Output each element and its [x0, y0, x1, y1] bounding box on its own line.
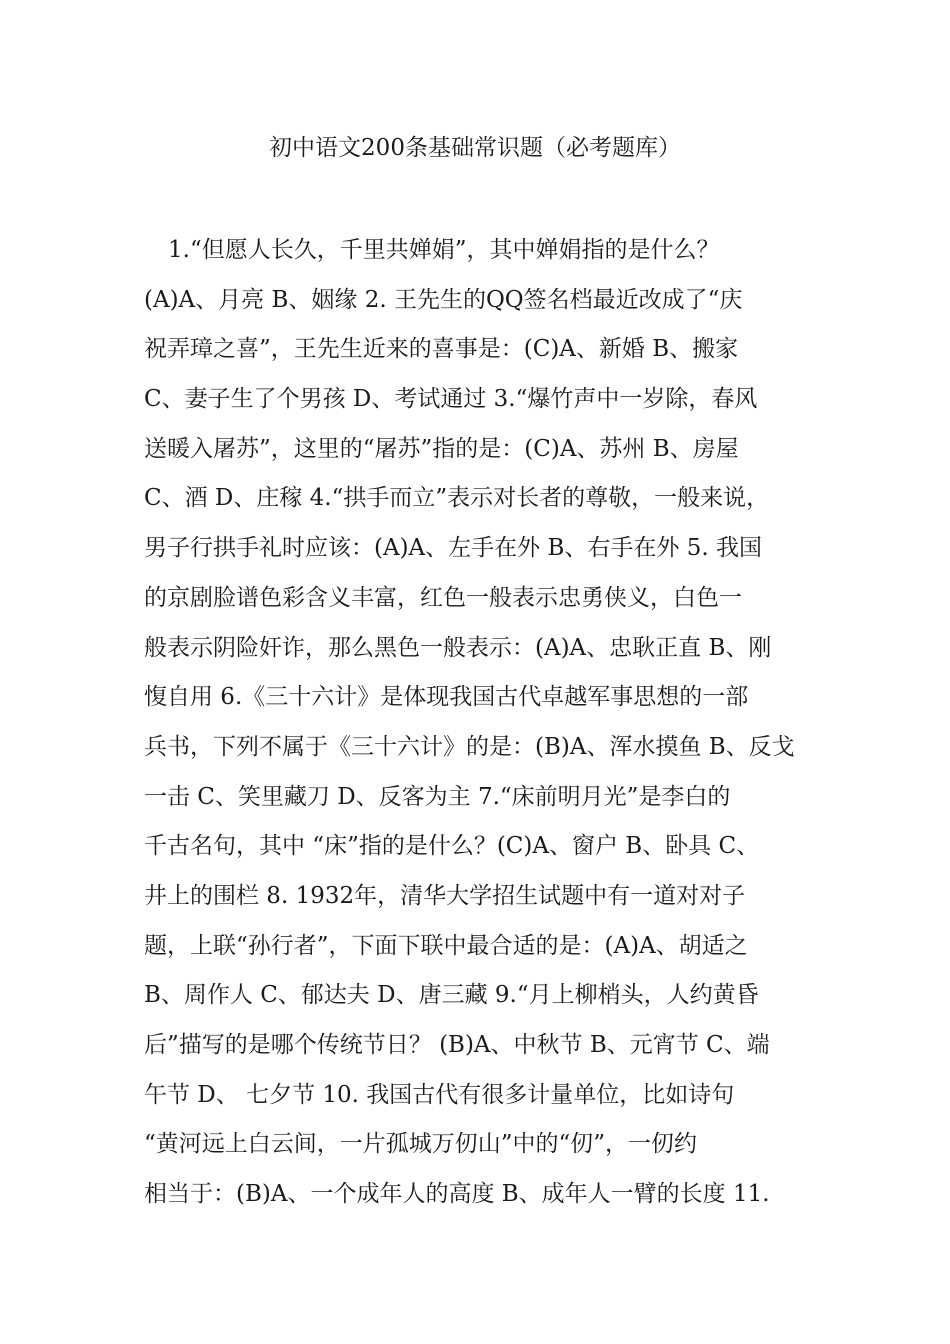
text-line: 井上的围栏 8. 1932年，清华大学招生试题中有一道对对子	[144, 882, 746, 909]
text-line: 祝弄璋之喜”，王先生近来的喜事是：(C)A、新婚 B、搬家	[144, 336, 739, 363]
text-line: (A)A、月亮 B、姻缘 2. 王先生的QQ签名档最近改成了“庆	[144, 286, 743, 313]
text-line: 兵书，下列不属于《三十六计》的是：(B)A、浑水摸鱼 B、反戈	[144, 733, 795, 760]
text-line: B、周作人 C、郁达夫 D、唐三藏 9.“月上柳梢头，人约黄昏	[144, 982, 759, 1009]
text-line: 般表示阴险奸诈，那么黑色一般表示：(A)A、忠耿正直 B、刚	[144, 634, 772, 661]
text-line: 男子行拱手礼时应该：(A)A、左手在外 B、右手在外 5. 我国	[144, 535, 762, 562]
text-line: 相当于：(B)A、一个成年人的高度 B、成年人一臂的长度 11.	[144, 1181, 770, 1208]
text-line: 一击 C、笑里藏刀 D、反客为主 7.“床前明月光”是李白的	[144, 783, 731, 810]
text-line: 千古名句，其中 “床”指的是什么？(C)A、窗户 B、卧具 C、	[144, 833, 760, 860]
text-line: 的京剧脸谱色彩含义丰富，红色一般表示忠勇侠义，白色一	[144, 584, 742, 611]
text-line: “黄河远上白云间，一片孤城万仞山”中的“仞”，一仞约	[144, 1131, 698, 1158]
text-line: C、酒 D、庄稼 4.“拱手而立”表示对长者的尊敬，一般来说，	[144, 485, 770, 512]
text-line: 1.“但愿人长久，千里共婵娟”，其中婵娟指的是什么？	[168, 237, 720, 263]
text-line: 送暖入屠苏”，这里的“屠苏”指的是：(C)A、苏州 B、房屋	[144, 435, 739, 462]
document-body	[144, 226, 816, 1220]
text-line: C、妻子生了个男孩 D、考试通过 3.“爆竹声中一岁除，春风	[144, 386, 758, 413]
text-line: 后”描写的是哪个传统节日？ (B)A、中秋节 B、元宵节 C、端	[144, 1032, 770, 1058]
text-line: 题，上联“孙行者”，下面下联中最合适的是：(A)A、胡适之	[144, 932, 748, 959]
text-line: 愎自用 6.《三十六计》是体现我国古代卓越军事思想的一部	[144, 684, 749, 711]
text-line: 午节 D、 七夕节 10. 我国古代有很多计量单位，比如诗句	[144, 1081, 735, 1108]
document-title: 初中语文200条基础常识题（必考题库）	[269, 135, 681, 161]
